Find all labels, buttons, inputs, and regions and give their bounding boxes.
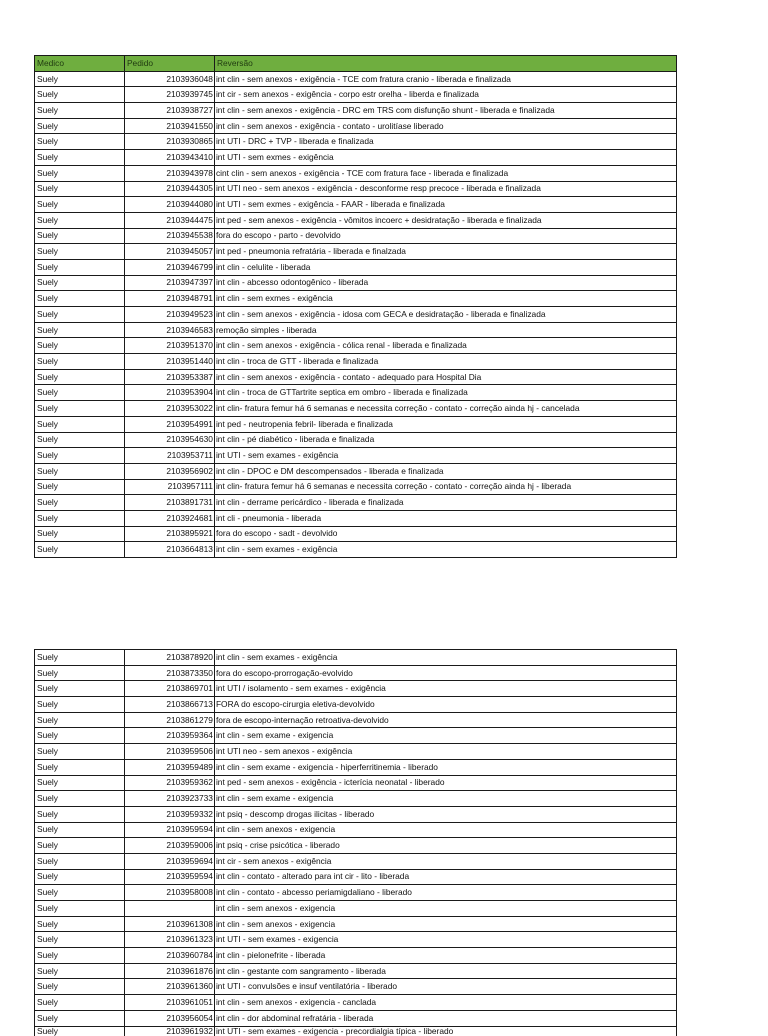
cell-pedido[interactable]: 2103961323 [124, 932, 214, 948]
cell-medico[interactable]: Suely [35, 712, 125, 728]
cell-pedido[interactable]: 2103948791 [124, 291, 214, 307]
cell-pedido[interactable]: 2103945538 [124, 228, 214, 244]
cell-medico[interactable]: Suely [35, 354, 125, 370]
table-row [35, 307, 677, 323]
cell-reversao[interactable]: int clin - sem anexos - exigencia [214, 916, 676, 932]
cell-pedido[interactable]: 2103664813 [124, 542, 214, 558]
cell-reversao[interactable]: int clin - sem anexos - exigência - contato - urolitíase liberado [214, 118, 676, 134]
cell-medico[interactable]: Suely [35, 118, 125, 134]
cell-medico[interactable]: Suely [35, 650, 125, 666]
table-row [35, 885, 677, 901]
cell-pedido[interactable]: 2103924681 [124, 510, 214, 526]
cell-pedido[interactable]: 2103944305 [124, 181, 214, 197]
cell-pedido[interactable]: 2103953711 [124, 448, 214, 464]
table-row [35, 291, 677, 307]
cell-medico[interactable]: Suely [35, 181, 125, 197]
table-row [35, 948, 677, 964]
cell-medico[interactable]: Suely [35, 1010, 125, 1026]
cell-pedido[interactable]: 2103957111 [124, 479, 214, 495]
cell-reversao[interactable]: int cir - sem anexos - exigência - corpo estr orelha - liberda e finalizada [214, 87, 676, 103]
cell-pedido[interactable]: 2103954991 [124, 416, 214, 432]
cell-reversao[interactable]: int cir - sem anexos - exigência [214, 853, 676, 869]
cell-medico[interactable]: Suely [35, 963, 125, 979]
table-row [35, 744, 677, 760]
cell-reversao[interactable]: int clin - sem exames - exigência [214, 650, 676, 666]
table-row [35, 71, 677, 87]
cell-reversao[interactable]: int clin - sem anexos - exigência - idosa com GECA e desidratação - liberada e finalizada [214, 307, 676, 323]
cell-reversao[interactable]: int clin - contato - abcesso periamigdaliano - liberado [214, 885, 676, 901]
cell-reversao[interactable]: int clin - sem exame - exigencia - hiperferritinemia - liberado [214, 759, 676, 775]
table-row [35, 665, 677, 681]
cell-pedido[interactable]: 2103930865 [124, 134, 214, 150]
cell-medico[interactable]: Suely [35, 697, 125, 713]
table-row [35, 995, 677, 1011]
cell-pedido[interactable]: 2103891731 [124, 495, 214, 511]
table-row [35, 197, 677, 213]
cell-reversao[interactable]: int cli - pneumonia - liberada [214, 510, 676, 526]
cell-pedido[interactable]: 2103946583 [124, 322, 214, 338]
cell-pedido[interactable]: 2103961051 [124, 995, 214, 1011]
cell-reversao[interactable]: int clin - sem anexos - exigencia [214, 822, 676, 838]
cell-reversao[interactable]: int UTI - sem exmes - exigência [214, 150, 676, 166]
cell-medico[interactable]: Suely [35, 228, 125, 244]
table-row [35, 416, 677, 432]
cell-reversao[interactable]: int UTI - sem exmes - exigência - FAAR - liberada e finalizada [214, 197, 676, 213]
cell-medico[interactable]: Suely [35, 995, 125, 1011]
cell-medico[interactable]: Suely [35, 244, 125, 260]
cell-medico[interactable]: Suely [35, 71, 125, 87]
cell-medico[interactable]: Suely [35, 979, 125, 995]
table-row [35, 791, 677, 807]
cell-reversao[interactable]: int clin - sem exmes - exigência [214, 291, 676, 307]
cell-medico[interactable]: Suely [35, 259, 125, 275]
cell-pedido[interactable]: 2103869701 [124, 681, 214, 697]
header-pedido[interactable]: Pedido [124, 56, 214, 72]
cell-medico[interactable]: Suely [35, 150, 125, 166]
cell-pedido[interactable]: 2103941550 [124, 118, 214, 134]
cell-medico[interactable]: Suely [35, 775, 125, 791]
cell-reversao[interactable]: int clin - pielonefrite - liberada [214, 948, 676, 964]
cell-pedido[interactable]: 2103959594 [124, 822, 214, 838]
table-row [35, 369, 677, 385]
cell-reversao[interactable]: int clin - sem anexos - exigência - cólica renal - liberada e finalizada [214, 338, 676, 354]
cell-reversao[interactable]: int UTI - DRC + TVP - liberada e finalizada [214, 134, 676, 150]
table-row [35, 275, 677, 291]
table-row [35, 212, 677, 228]
cell-medico[interactable]: Suely [35, 901, 125, 917]
table-row [35, 901, 677, 917]
table-row [35, 759, 677, 775]
table-row [35, 244, 677, 260]
cell-pedido[interactable]: 2103956054 [124, 1010, 214, 1026]
cell-medico[interactable]: Suely [35, 416, 125, 432]
cell-medico[interactable]: Suely [35, 165, 125, 181]
cell-medico[interactable]: Suely [35, 134, 125, 150]
cell-pedido[interactable]: 2103944080 [124, 197, 214, 213]
cell-pedido[interactable]: 2103943410 [124, 150, 214, 166]
requests-table-2 [34, 649, 677, 1036]
cell-reversao[interactable]: int clin - sem anexos - exigência - TCE com fratura cranio - liberada e finalizada [214, 71, 676, 87]
cell-pedido[interactable]: 2103954630 [124, 432, 214, 448]
cell-pedido[interactable]: 2103961932 [124, 1026, 214, 1036]
cell-reversao[interactable]: fora do escopo - sadt - devolvido [214, 526, 676, 542]
cell-reversao[interactable]: int psiq - descomp drogas ilicitas - liberado [214, 806, 676, 822]
cell-medico[interactable]: Suely [35, 838, 125, 854]
cell-reversao[interactable]: int clin - celulite - liberada [214, 259, 676, 275]
cell-pedido[interactable]: 2103861279 [124, 712, 214, 728]
cell-medico[interactable]: Suely [35, 401, 125, 417]
cell-medico[interactable]: Suely [35, 291, 125, 307]
cell-reversao[interactable]: int UTI / isolamento - sem exames - exigência [214, 681, 676, 697]
header-medico[interactable]: Medico [35, 56, 125, 72]
header-reversao[interactable]: Reversão [214, 56, 676, 72]
table-row [35, 322, 677, 338]
table-row [35, 181, 677, 197]
table-row [35, 495, 677, 511]
table-row [35, 510, 677, 526]
cell-medico[interactable]: Suely [35, 275, 125, 291]
table-row [35, 401, 677, 417]
cell-pedido[interactable]: 2103959489 [124, 759, 214, 775]
cell-medico[interactable]: Suely [35, 791, 125, 807]
cell-medico[interactable]: Suely [35, 869, 125, 885]
cell-medico[interactable]: Suely [35, 885, 125, 901]
cell-pedido[interactable]: 2103959506 [124, 744, 214, 760]
cell-medico[interactable]: Suely [35, 526, 125, 542]
cell-reversao[interactable]: int UTI - convulsões e insuf ventilatória - liberado [214, 979, 676, 995]
cell-medico[interactable]: Suely [35, 338, 125, 354]
cell-medico[interactable]: Suely [35, 665, 125, 681]
table-row [35, 963, 677, 979]
cell-medico[interactable]: Suely [35, 1026, 125, 1036]
cell-reversao[interactable]: int clin - DPOC e DM descompensados - liberada e finalizada [214, 463, 676, 479]
cell-reversao[interactable]: int clin - gestante com sangramento - liberada [214, 963, 676, 979]
cell-reversao[interactable]: cint clin - sem anexos - exigência - TCE com fratura face - liberada e finalizada [214, 165, 676, 181]
cell-reversao[interactable]: FORA do escopo-cirurgia eletiva-devolvido [214, 697, 676, 713]
cell-reversao[interactable]: int UTI neo - sem anexos - exigência [214, 744, 676, 760]
cell-pedido[interactable]: 2103959332 [124, 806, 214, 822]
cell-pedido[interactable]: 2103961876 [124, 963, 214, 979]
cell-pedido[interactable]: 2103960784 [124, 948, 214, 964]
cell-reversao[interactable]: int clin - sem anexos - exigencia - canclada [214, 995, 676, 1011]
table-row [35, 103, 677, 119]
table-row [35, 87, 677, 103]
table-row [35, 822, 677, 838]
cell-reversao[interactable]: int clin - sem exame - exigencia [214, 791, 676, 807]
table-row [35, 259, 677, 275]
cell-medico[interactable]: Suely [35, 432, 125, 448]
cell-pedido[interactable]: 2103873350 [124, 665, 214, 681]
cell-pedido[interactable]: 2103923733 [124, 791, 214, 807]
cell-pedido[interactable]: 2103956902 [124, 463, 214, 479]
cell-reversao[interactable]: fora de escopo-internação retroativa-devolvido [214, 712, 676, 728]
table-row [35, 463, 677, 479]
table-row [35, 385, 677, 401]
table-row [35, 806, 677, 822]
cell-medico[interactable]: Suely [35, 479, 125, 495]
cell-reversao[interactable]: int clin - contato - alterado para int cir - lito - liberada [214, 869, 676, 885]
requests-table-1 [34, 55, 677, 558]
cell-medico[interactable]: Suely [35, 463, 125, 479]
cell-pedido[interactable]: 2103946799 [124, 259, 214, 275]
cell-medico[interactable]: Suely [35, 495, 125, 511]
cell-pedido[interactable]: 2103895921 [124, 526, 214, 542]
cell-reversao[interactable]: int UTI - sem exames - exigencia - precordialgia típica - liberado [214, 1026, 676, 1036]
cell-reversao[interactable]: int clin - sem anexos - exigencia [214, 901, 676, 917]
table-row [35, 979, 677, 995]
cell-pedido[interactable]: 2103951370 [124, 338, 214, 354]
cell-reversao[interactable]: int clin - troca de GTTartrite septica em ombro - liberada e finalizada [214, 385, 676, 401]
table-row [35, 479, 677, 495]
cell-reversao[interactable]: int clin - sem anexos - exigência - DRC em TRS com disfunção shunt - liberada e finalizada [214, 103, 676, 119]
cell-medico[interactable]: Suely [35, 307, 125, 323]
table-row [35, 338, 677, 354]
cell-pedido[interactable]: 2103959364 [124, 728, 214, 744]
cell-medico[interactable]: Suely [35, 681, 125, 697]
cell-reversao[interactable]: int UTI neo - sem anexos - exigência - desconforme resp precoce - liberada e finalizada [214, 181, 676, 197]
cell-pedido[interactable]: 2103958008 [124, 885, 214, 901]
cell-pedido[interactable]: 2103945057 [124, 244, 214, 260]
cell-pedido[interactable]: 2103944475 [124, 212, 214, 228]
table-row [35, 916, 677, 932]
cell-medico[interactable]: Suely [35, 932, 125, 948]
cell-pedido[interactable]: 2103949523 [124, 307, 214, 323]
cell-medico[interactable]: Suely [35, 212, 125, 228]
cell-pedido[interactable]: 2103959006 [124, 838, 214, 854]
cell-medico[interactable]: Suely [35, 369, 125, 385]
cell-reversao[interactable]: remoção simples - liberada [214, 322, 676, 338]
table-row [35, 728, 677, 744]
table-row [35, 650, 677, 666]
cell-pedido[interactable]: 2103953387 [124, 369, 214, 385]
cell-reversao[interactable]: int ped - sem anexos - exigência - icterícia neonatal - liberado [214, 775, 676, 791]
cell-pedido[interactable]: 2103961360 [124, 979, 214, 995]
cell-medico[interactable]: Suely [35, 822, 125, 838]
cell-reversao[interactable]: int clin - derrame pericárdico - liberada e finalizada [214, 495, 676, 511]
cell-reversao[interactable]: int clin - sem exame - exigencia [214, 728, 676, 744]
cell-medico[interactable]: Suely [35, 806, 125, 822]
table-row [35, 354, 677, 370]
table-row [35, 118, 677, 134]
cell-pedido[interactable]: 2103959594 [124, 869, 214, 885]
cell-reversao[interactable]: int UTI - sem exames - exigencia [214, 932, 676, 948]
cell-pedido[interactable]: 2103878920 [124, 650, 214, 666]
cell-reversao[interactable]: int ped - pneumonia refratária - liberada e finalzada [214, 244, 676, 260]
cell-medico[interactable]: Suely [35, 948, 125, 964]
cell-reversao[interactable]: int clin - sem exames - exigência [214, 542, 676, 558]
cell-medico[interactable]: Suely [35, 510, 125, 526]
cell-pedido[interactable]: 2103947397 [124, 275, 214, 291]
cell-pedido[interactable] [124, 901, 214, 917]
cell-reversao[interactable]: fora do escopo - parto - devolvido [214, 228, 676, 244]
table-row [35, 775, 677, 791]
cell-pedido[interactable]: 2103938727 [124, 103, 214, 119]
cell-pedido[interactable]: 2103951440 [124, 354, 214, 370]
cell-medico[interactable]: Suely [35, 759, 125, 775]
table-row [35, 150, 677, 166]
table-row [35, 869, 677, 885]
cell-reversao[interactable]: int clin- fratura femur há 6 semanas e necessita correção - contato - correção ainda hj - liberada [214, 479, 676, 495]
cell-reversao[interactable]: int ped - neutropenia febril- liberada e finalizada [214, 416, 676, 432]
cell-reversao[interactable]: int UTI - sem exames - exigência [214, 448, 676, 464]
table-row [35, 448, 677, 464]
cell-medico[interactable]: Suely [35, 448, 125, 464]
table-row [35, 712, 677, 728]
cell-pedido[interactable]: 2103866713 [124, 697, 214, 713]
cell-reversao[interactable]: int clin - sem anexos - exigência - contato - adequado para Hospital Dia [214, 369, 676, 385]
table-row [35, 932, 677, 948]
cell-pedido[interactable]: 2103936048 [124, 71, 214, 87]
table-row [35, 134, 677, 150]
cell-reversao[interactable]: int ped - sem anexos - exigência - vômitos incoerc + desidratação - liberada e finalizada [214, 212, 676, 228]
table-row [35, 432, 677, 448]
cell-pedido[interactable]: 2103959362 [124, 775, 214, 791]
table-row [35, 228, 677, 244]
cell-pedido[interactable]: 2103953904 [124, 385, 214, 401]
cell-medico[interactable]: Suely [35, 385, 125, 401]
cell-medico[interactable]: Suely [35, 542, 125, 558]
cell-medico[interactable]: Suely [35, 853, 125, 869]
table-row [35, 697, 677, 713]
cell-pedido[interactable]: 2103961308 [124, 916, 214, 932]
cell-medico[interactable]: Suely [35, 728, 125, 744]
cell-medico[interactable]: Suely [35, 197, 125, 213]
cell-reversao[interactable]: int clin - abcesso odontogênico - liberada [214, 275, 676, 291]
table-row [35, 165, 677, 181]
cell-medico[interactable]: Suely [35, 87, 125, 103]
cell-medico[interactable]: Suely [35, 322, 125, 338]
cell-medico[interactable]: Suely [35, 744, 125, 760]
cell-reversao[interactable]: int clin- fratura femur há 6 semanas e necessita correção - contato - correção ainda hj - cancelada [214, 401, 676, 417]
table-row [35, 838, 677, 854]
cell-reversao[interactable]: fora do escopo-prorrogação-evolvido [214, 665, 676, 681]
cell-reversao[interactable]: int psiq - crise psicótica - liberado [214, 838, 676, 854]
cell-reversao[interactable]: int clin - dor abdominal refratária - liberada [214, 1010, 676, 1026]
cell-medico[interactable]: Suely [35, 103, 125, 119]
table-row [35, 526, 677, 542]
table-row [35, 1026, 677, 1036]
table-row [35, 853, 677, 869]
cell-pedido[interactable]: 2103953022 [124, 401, 214, 417]
cell-medico[interactable]: Suely [35, 916, 125, 932]
cell-pedido[interactable]: 2103939745 [124, 87, 214, 103]
cell-reversao[interactable]: int clin - troca de GTT - liberada e finalizada [214, 354, 676, 370]
header-row [35, 56, 677, 72]
table-row [35, 542, 677, 558]
cell-reversao[interactable]: int clin - pé diabético - liberada e finalizada [214, 432, 676, 448]
table-row [35, 681, 677, 697]
cell-pedido[interactable]: 2103959694 [124, 853, 214, 869]
cell-pedido[interactable]: 2103943978 [124, 165, 214, 181]
